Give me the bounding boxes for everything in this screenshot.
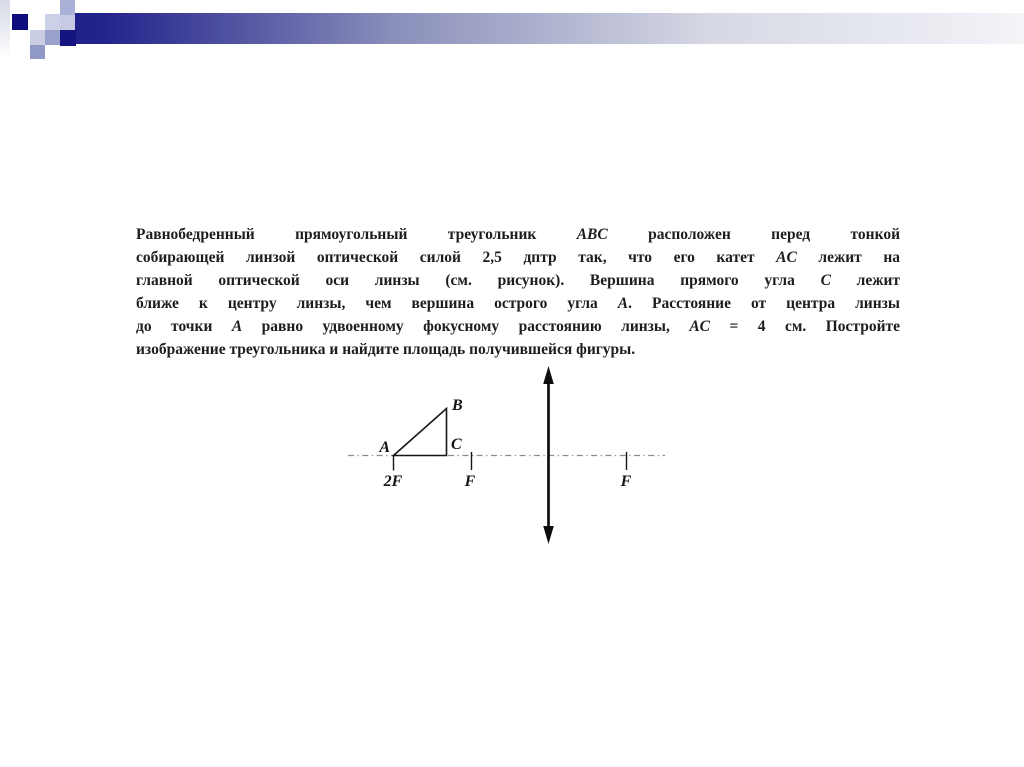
decor-square xyxy=(12,14,28,30)
lens-diagram xyxy=(340,360,680,555)
label-2f: 2F xyxy=(383,473,403,490)
lens-arrowhead-up xyxy=(543,366,554,384)
decor-square xyxy=(45,30,60,45)
problem-line: ближе к центру линзы, чем вершина острого угла A. Расстояние от центра линзы xyxy=(136,295,900,312)
lens-arrowhead-down xyxy=(543,526,554,544)
problem-text xyxy=(136,223,900,361)
label-f-left: F xyxy=(464,473,476,490)
label-vertex-c: C xyxy=(451,436,462,453)
decor-square xyxy=(60,0,75,15)
problem-line: до точки A равно удвоенному фокусному расстоянию линзы, AC = 4 см. Постройте xyxy=(136,318,901,335)
problem-line: Равнобедренный прямоугольный треугольник ABC расположен перед тонкой xyxy=(136,226,900,243)
decor-square xyxy=(60,30,76,46)
decor-square xyxy=(45,14,60,30)
label-f-right: F xyxy=(620,473,632,490)
label-vertex-a: A xyxy=(379,439,390,456)
header-left-strip xyxy=(0,0,10,57)
problem-line: главной оптической оси линзы (см. рисунок). Вершина прямого угла C лежит xyxy=(136,272,900,289)
decor-square xyxy=(60,15,75,30)
decor-square xyxy=(30,30,45,45)
decor-square xyxy=(30,45,45,59)
problem-line: изображение треугольника и найдите площадь получившейся фигуры. xyxy=(136,341,636,358)
problem-line: собирающей линзой оптической силой 2,5 дптр так, что его катет AC лежит на xyxy=(136,249,900,266)
label-vertex-b: B xyxy=(452,397,463,414)
triangle-abc xyxy=(394,409,447,456)
header-gradient-bar xyxy=(75,13,1024,44)
